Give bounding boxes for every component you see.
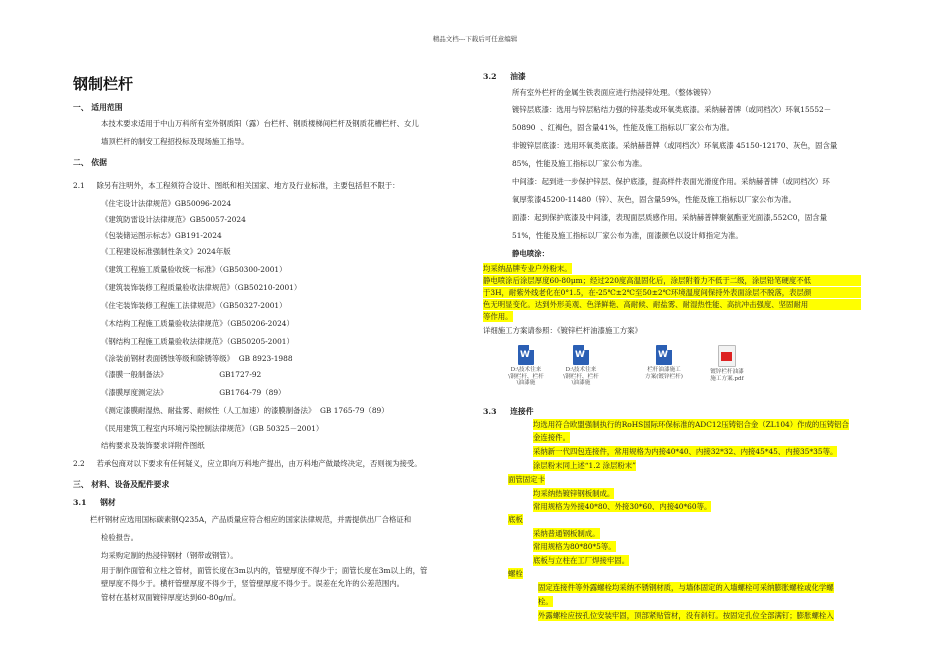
paragraph-line: 用于制作面管和立柱之管材，面管长度在3m以内的，管壁厚度不得少于；面管长度在3m以上的，管 — [101, 566, 428, 575]
highlighted-line: 采纳新一代四包连接件，常用规格为内接40*40、内接32*32、内接45*45、内接35*35等。 — [533, 447, 838, 456]
paragraph-line: 面漆：起到保护底漆及中间漆，表现面层质感作用。采纳赫普牌聚氨酯亚光面漆,552C0，固含量 — [512, 213, 828, 222]
standard-item: 《漆膜一般制备法》 GB1727-92 — [101, 370, 262, 379]
standard-item: 《测定漆膜耐湿热、耐盐雾、耐候性（人工加速）的漆膜制备法》 GB 1765-79（89） — [101, 406, 389, 415]
standard-item: 结构要求及装饰要求详附件图纸 — [101, 441, 205, 450]
attachment-caption: D:\技术往来\钢栏杆、栏杆\油漆施 — [508, 367, 544, 386]
paragraph-line: 氧厚浆漆45200-11480（锌）、灰色，固含量59%，性能及施工指标以厂家公布为准。 — [512, 195, 796, 204]
standard-item: 《住宅装饰装修工程施工法律规范》（GB50327-2001） — [101, 301, 287, 310]
standard-item: 《建筑防雷设计法律规范》GB50057-2024 — [101, 215, 246, 224]
highlighted-line: 底板与立柱在工厂焊接牢固。 — [533, 556, 630, 565]
attachment-3[interactable] — [645, 345, 683, 380]
highlighted-line: 均采纳热镀锌钢板制成。 — [533, 489, 615, 498]
highlighted-line: 金连接件。 — [533, 433, 570, 442]
standard-item: 《民用建筑工程室内环境污染控制法律规范》（GB 50325－2001） — [101, 424, 324, 433]
attachment-caption: 栏杆油漆施工方案(镀锌栏杆) — [645, 367, 683, 380]
standard-item: 《工程建设标准强制性条文》2024年版 — [101, 247, 231, 256]
highlighted-line: 栓。 — [538, 597, 553, 606]
paragraph-line: 墙顶栏杆的制安工程招投标及现场施工指导。 — [101, 137, 249, 146]
highlighted-line: 静电喷涂后涂层厚度60-80μm；经过220度高温固化后，涂层附着力不低于二级，涂层铅笔硬度不低 — [483, 275, 861, 286]
paragraph-line: 85%，性能及施工指标以厂家公布为准。 — [512, 159, 647, 168]
attachment-caption: 镀锌栏杆油漆施工方案.pdf — [710, 369, 744, 382]
attachment-4[interactable] — [708, 345, 746, 382]
highlighted-line: 外露螺栓应按孔位安装牢固，顶部紧贴管材，没有斜钉。按固定孔位全部满钉；膨胀螺栓入 — [538, 611, 834, 620]
paragraph-line: 50890 、红褐色，固含量41%，性能及施工指标以厂家公布为准。 — [512, 123, 735, 132]
standard-item: 《住宅设计法律规范》GB50096-2024 — [101, 199, 232, 208]
standard-item: 《漆膜厚度测定法》 GB1764-79（89） — [101, 388, 286, 397]
highlighted-line: 螺栓 — [508, 569, 523, 578]
paragraph-line: 所有室外栏杆的金属生铁表面应进行热浸锌处理。（整体镀锌） — [512, 88, 716, 97]
standard-item: 《建筑装饰装修工程质量验收法律规范》（GB50210-2001） — [101, 283, 302, 292]
subsection-3-3-heading: 3.3 连接件 — [483, 407, 534, 416]
paragraph-line: 壁厚度不得少于。横杆管壁厚度不得少于，竖管壁厚度不得少于。误差在允许的公差范围内。 — [101, 579, 405, 588]
highlighted-line: 底板 — [508, 515, 523, 524]
subsection-3-2-heading: 3.2 油漆 — [483, 72, 526, 81]
word-document-icon: W — [573, 345, 589, 365]
clause-2-2: 2.2 若承包商对以下要求有任何疑义，应立即向万科地产提出，由万科地产做最终决定，否则视为接受。 — [73, 459, 422, 468]
powder-coating-heading: 静电喷涂： — [512, 249, 549, 258]
paragraph-line: 本技术要求适用于中山万科所有室外钢质阳（露）台栏杆、钢质楼梯间栏杆及钢质花槽栏杆、女儿 — [101, 119, 419, 128]
standard-item: 《涂装前钢材表面锈蚀等级和除锈等级》 GB 8923-1988 — [101, 354, 293, 363]
highlighted-line: 涂层粉末同上述“1.2 涂层粉末” — [533, 461, 636, 470]
highlighted-line: 均采纳品牌专业户外粉末。 — [483, 264, 572, 273]
highlighted-line: 固定连接件等外露螺栓均采纳不锈钢材质，与墙体固定的入墙螺栓可采纳膨胀螺栓或化学螺 — [538, 583, 834, 592]
section-2-heading: 二、 依据 — [73, 158, 107, 167]
pdf-document-icon — [718, 345, 736, 367]
word-document-icon: W — [656, 345, 672, 365]
paragraph-line: 镀锌层底漆：选用与锌层粘结力强的锌基类或环氧类底漆。采纳赫普牌（或同档次）环氧15552－ — [512, 105, 832, 114]
highlighted-line: 采纳普通钢板制成。 — [533, 529, 600, 538]
subsection-3-1-heading: 3.1 钢材 — [73, 498, 116, 507]
highlighted-line: 于3H，耐紫外线老化在0°1.5，在-25℃±2℃至50±2℃环境温度间保持外表面涂层不脱落，表层颜 — [483, 287, 861, 298]
standard-item: 《钢结构工程施工质量验收法律规范》（GB50205-2001） — [101, 337, 294, 346]
highlighted-line: 色无明显变化。达到外形美观、色泽鲜艳、高耐候、耐盐雾、耐湿热性能、高抗冲击强度、坚固耐用 — [483, 299, 861, 310]
highlighted-line: 常用规格为80*80*5等。 — [533, 542, 616, 551]
standard-item: 《木结构工程施工质量验收法律规范》（GB50206-2024） — [101, 319, 294, 328]
page-header-watermark: 精品文档---下载后可任意编辑 — [432, 35, 518, 43]
paragraph-line: 详细施工方案请参照：《镀锌栏杆油漆施工方案》 — [483, 326, 642, 335]
paragraph-line: 均采购定制的热浸锌钢材（钢带或钢管）。 — [101, 551, 238, 560]
paragraph-line: 检验报告。 — [101, 533, 138, 542]
paragraph-line: 栏杆钢材应选用国标碳素钢Q235A，产品质量应符合相应的国家法律规范，并需提供出厂合格证和 — [90, 515, 412, 524]
clause-2-1: 2.1 除另有注明外，本工程须符合设计、图纸和相关国家、地方及行业标准，主要包括但不限于： — [73, 181, 400, 190]
standard-item: 《包装储运图示标志》GB191-2024 — [101, 231, 222, 240]
word-document-icon: W — [518, 345, 534, 365]
highlighted-line: 常用规格为外接40*80、外接30*60、内接40*60等。 — [533, 502, 712, 511]
highlighted-line: 面管固定卡 — [508, 475, 545, 484]
paragraph-line: 非镀锌层底漆：选用环氧类底漆。采纳赫普牌（或同档次）环氧底漆 45150-12170、灰色，固含量 — [512, 141, 838, 150]
attachment-1[interactable] — [507, 345, 545, 387]
attachment-2[interactable] — [562, 345, 600, 387]
highlighted-line: 均选用符合欧盟强制执行的RoHS国际环保标准的ADC12压铸铝合金（ZL104）作成的压铸铝合 — [533, 420, 849, 429]
attachment-caption: D:\技术往来\钢栏杆、栏杆\油漆施 — [563, 367, 599, 386]
paragraph-line: 51%，性能及施工指标以厂家公布为准，面漆颜色以设计师指定为准。 — [512, 231, 743, 240]
document-title: 钢制栏杆 — [73, 75, 134, 93]
standard-item: 《建筑工程施工质量验收统一标准》（GB50300-2001） — [101, 265, 287, 274]
section-3-heading: 三、 材料、设备及配件要求 — [73, 480, 170, 489]
highlighted-line: 等作用。 — [483, 312, 513, 321]
paragraph-line: 中间漆：起到进一步保护锌层、保护底漆，提高样件表面光滑度作用。采纳赫普牌（或同档次）环 — [512, 177, 830, 186]
section-1-heading: 一、 适用范围 — [73, 103, 123, 112]
paragraph-line: 管材在基材双面镀锌厚度达到60-80g/㎡。 — [101, 593, 241, 602]
